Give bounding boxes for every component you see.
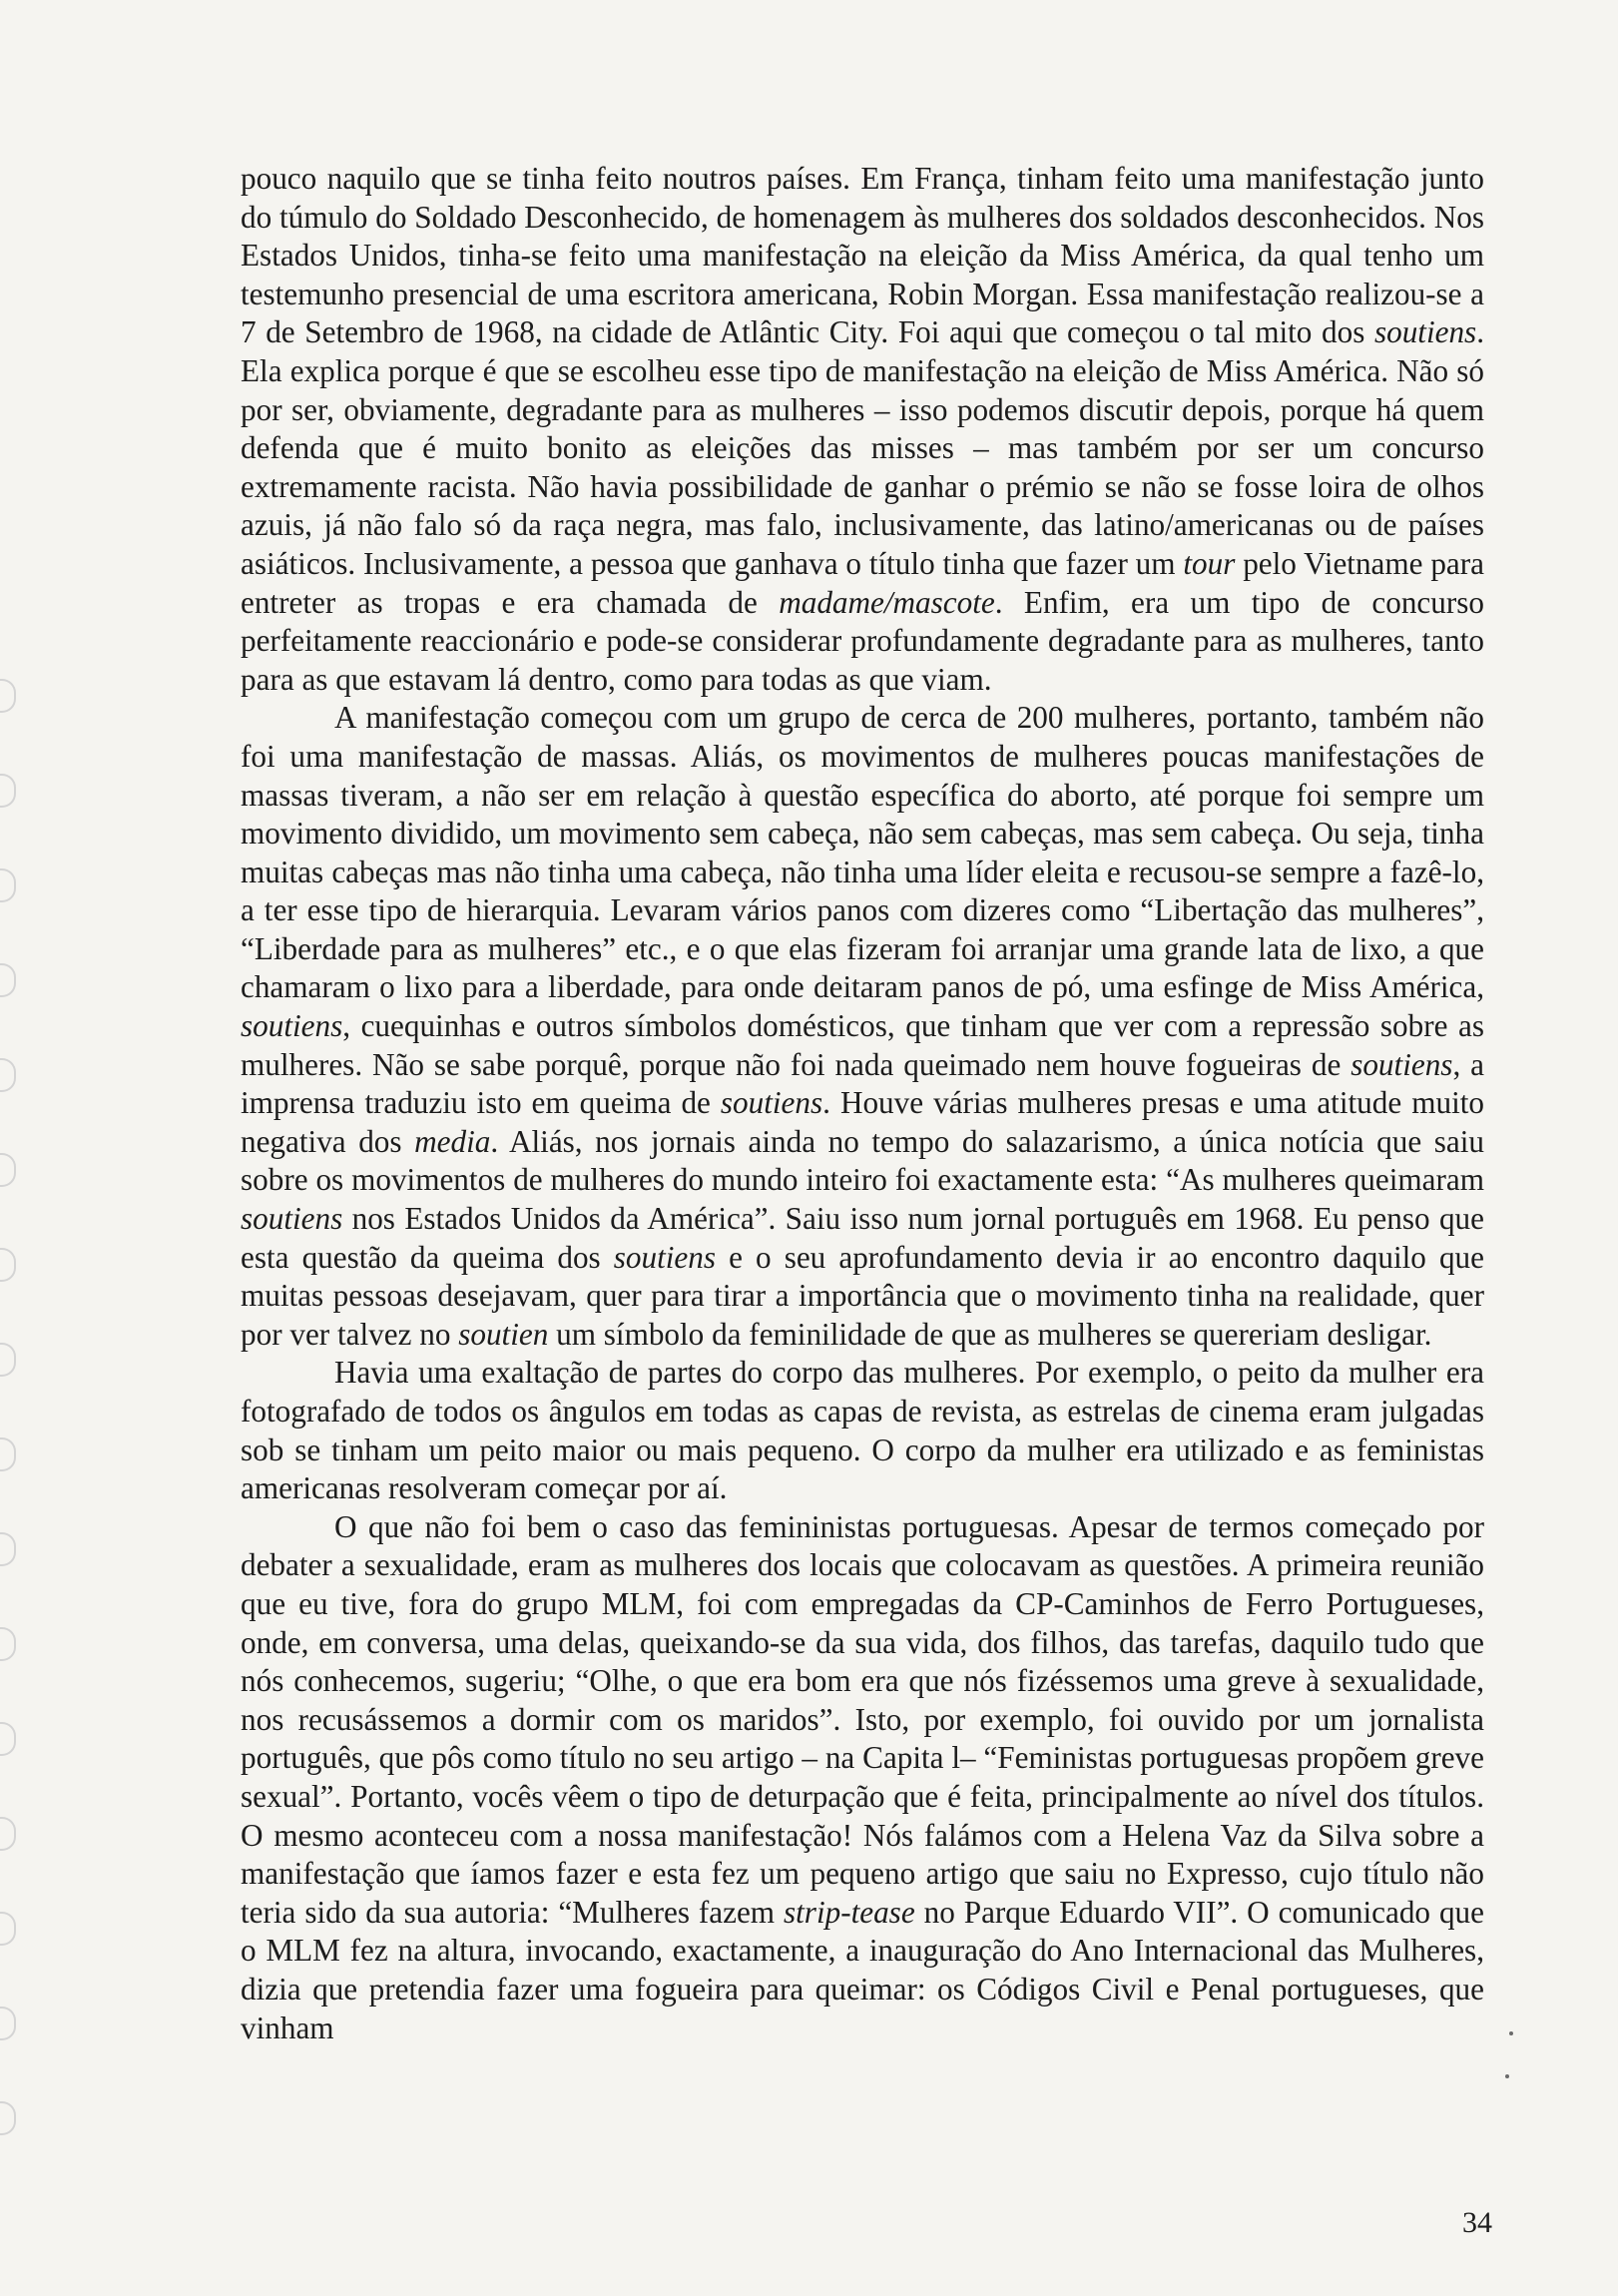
text-run: A manifestação começou com um grupo de cerca de 200 mulheres, portanto, também não foi uma manifestação de massas. Aliás, os movimentos de mulheres poucas manifestações de massas tiveram, a não ser em relação à questão específica do aborto, até porque foi sempre um movimento dividido, um movimento sem cabeça, não sem cabeças, mas sem cabeça. Ou seja, tinha muitas cabeças mas não tinha uma cabeça, não tinha uma líder eleita e recusou-se sempre a fazê-lo, a ter esse tipo de hierarquia. Levaram vários panos com dizeres como “Libertação das mulheres”, “Liberdade para as mulheres” etc., e o que elas fizeram foi arranjar uma grande lata de lixo, a que chamaram o lixo para a liberdade, para onde deitaram panos de pó, uma esfinge de Miss América, — [241, 700, 1484, 1005]
italic-term: soutiens — [241, 1008, 343, 1044]
text-run: um símbolo da feminilidade de que as mulheres se quereriam desligar. — [548, 1316, 1432, 1352]
punch-hole — [0, 774, 16, 808]
italic-term: soutiens — [241, 1201, 343, 1237]
italic-term: tour — [1183, 545, 1236, 581]
punch-hole — [0, 1437, 16, 1471]
punch-hole — [0, 1722, 16, 1756]
body-text — [241, 160, 1484, 2047]
punch-hole — [0, 963, 16, 997]
text-run: . Aliás, nos jornais ainda no tempo do salazarismo, a única notícia que saiu sobre os movimentos de mulheres do mundo inteiro foi exactamente esta: “As mulheres queimaram — [241, 1123, 1484, 1198]
text-run: no Parque Eduardo VII”. O comunicado que o MLM fez na altura, invocando, exactamente, a inauguração do Ano Internacional das Mulheres, dizia que pretendia fazer uma fogueira para queimar: os Códigos Civil e Penal portugueses, que vinham — [241, 1894, 1484, 2045]
punch-hole — [0, 1912, 16, 1946]
paragraph — [241, 1354, 1484, 1507]
punch-hole — [0, 2007, 16, 2040]
text-run: e o seu aprofundamento devia ir ao encontro daquilo que muitas pessoas desejavam, quer para tirar a importância que o movimento tinha na realidade, quer por ver talvez no — [241, 1239, 1484, 1352]
punch-hole — [0, 2101, 16, 2135]
italic-term: soutiens — [1373, 314, 1477, 350]
paragraph — [241, 1508, 1484, 2047]
paragraph — [241, 160, 1484, 699]
italic-term: soutiens — [613, 1239, 716, 1275]
punch-hole — [0, 1627, 16, 1661]
italic-term: media — [414, 1123, 491, 1159]
punch-hole — [0, 1532, 16, 1566]
punch-hole — [0, 1058, 16, 1092]
text-run: pelo Vietname para entreter as tropas e era chamada de — [241, 545, 1484, 620]
scan-speck — [1509, 2031, 1513, 2035]
page-number: 34 — [1462, 2206, 1492, 2239]
text-run: O que não foi bem o caso das femininistas portuguesas. Apesar de termos começado por debater a sexualidade, eram as mulheres dos locais que colocavam as questões. A primeira reunião que eu tive, fora do grupo MLM, foi com empregadas da CP-Caminhos de Ferro Portugueses, onde, em conversa, uma delas, queixando-se da sua vida, dos filhos, das tarefas, daquilo tudo que nós conhecemos, sugeriu; “Olhe, o que era bom era que nós fizéssemos uma greve à sexualidade, nos recusássemos a dormir com os maridos”. Isto, por exemplo, foi ouvido por um jornalista português, que pôs como título no seu artigo – na Capita l– “Feministas portuguesas propõem greve sexual”. Portanto, vocês vêem o tipo de deturpação que é feita, principalmente ao nível dos títulos. O mesmo aconteceu com a nossa manifestação! Nós falámos com a Helena Vaz da Silva sobre a manifestação que íamos fazer e esta fez um pequeno artigo que saiu no Expresso, cujo título não teria sido da sua autoria: “Mulheres fazem — [241, 1508, 1484, 1930]
italic-term: strip-tease — [784, 1894, 915, 1930]
italic-term: madame/mascote — [779, 584, 995, 620]
punch-hole — [0, 1343, 16, 1377]
text-run: . Ela explica porque é que se escolheu esse tipo de manifestação na eleição de Miss América. Não só por ser, obviamente, degradante para as mulheres – isso podemos discutir depois, porque há quem defenda que é muito bonito as eleições das misses – mas também por ser um concurso extremamente racista. Não havia possibilidade de ganhar o prémio se não se fosse loira de olhos azuis, já não falo só da raça negra, mas falo, inclusivamente, das latino/americanas ou de países asiáticos. Inclusivamente, a pessoa que ganhava o título tinha que fazer um — [241, 314, 1484, 581]
text-run: Havia uma exaltação de partes do corpo das mulheres. Por exemplo, o peito da mulher era fotografado de todos os ângulos em todas as capas de revista, as estrelas de cinema eram julgadas sob se tinham um peito maior ou mais pequeno. O corpo da mulher era utilizado e as feministas americanas resolveram começar por aí. — [241, 1355, 1484, 1506]
text-run: , a imprensa traduziu isto em queima de — [241, 1046, 1484, 1121]
punch-hole — [0, 1817, 16, 1851]
paragraph — [241, 699, 1484, 1354]
text-run: nos Estados Unidos da América”. Saiu isso num jornal português em 1968. Eu penso que esta questão da queima dos — [241, 1201, 1484, 1275]
punch-hole — [0, 1153, 16, 1187]
italic-term: soutiens — [1350, 1046, 1453, 1082]
text-run: pouco naquilo que se tinha feito noutros países. Em França, tinham feito uma manifestação junto do túmulo do Soldado Desconhecido, de homenagem às mulheres dos soldados desconhecidos. Nos Estados Unidos, tinha-se feito uma manifestação na eleição da Miss América, da qual tenho um testemunho presencial de uma escritora americana, Robin Morgan. Essa manifestação realizou-se a 7 de Setembro de 1968, na cidade de Atlântic City. Foi aqui que começou o tal mito dos — [241, 161, 1484, 350]
text-run: , cuequinhas e outros símbolos domésticos, que tinham que ver com a repressão sobre as mulheres. Não se sabe porquê, porque não foi nada queimado nem houve fogueiras de — [241, 1008, 1484, 1082]
punch-hole — [0, 679, 16, 713]
italic-term: soutiens — [720, 1085, 823, 1121]
scan-speck — [1505, 2074, 1509, 2078]
punch-hole — [0, 1248, 16, 1282]
text-run: . Houve várias mulheres presas e uma atitude muito negativa dos — [241, 1085, 1484, 1159]
punch-hole — [0, 868, 16, 902]
text-run: . Enfim, era um tipo de concurso perfeitamente reaccionário e pode-se considerar profundamente degradante para as mulheres, tanto para as que estavam lá dentro, como para todas as que viam. — [241, 584, 1484, 697]
italic-term: soutien — [458, 1316, 549, 1352]
